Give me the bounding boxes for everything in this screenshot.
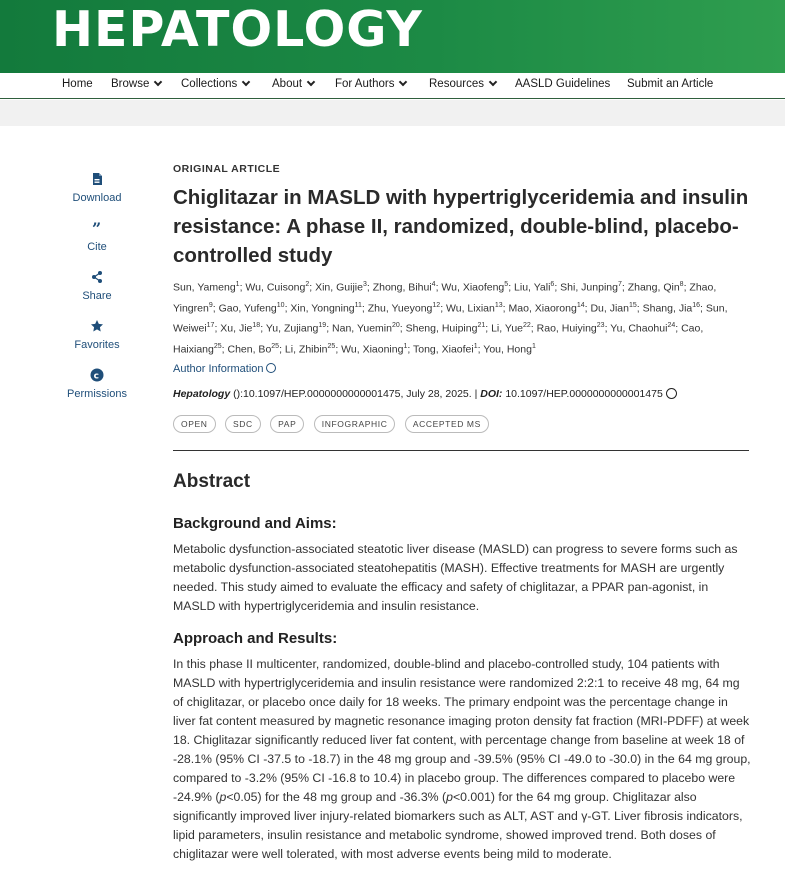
author-name[interactable]: Yu, Zujiang	[265, 322, 319, 335]
author-affiliation: 25	[327, 342, 336, 350]
author-affiliation: 15	[628, 301, 637, 309]
author-name[interactable]: Wu, Xiaofeng	[441, 281, 505, 294]
author-affiliation: 12	[432, 301, 441, 309]
star-icon	[90, 319, 104, 333]
cite-button[interactable]	[60, 221, 134, 253]
download-button[interactable]	[60, 172, 134, 204]
author-name[interactable]: Sun, Yameng	[173, 281, 236, 294]
approach-text	[173, 655, 753, 864]
background-heading: Background and Aims:	[173, 515, 337, 532]
chevron-down-icon	[489, 78, 497, 86]
author-affiliation: 22	[523, 322, 531, 329]
author-affiliation: 14	[576, 301, 585, 309]
badge-open: OPEN	[173, 415, 216, 433]
author-affiliation: 10	[276, 301, 285, 309]
nav-collections-label: Collections	[181, 78, 238, 90]
main-nav	[0, 73, 785, 99]
author-affiliation: 25	[213, 342, 222, 350]
author-name[interactable]: Gao, Yufeng	[218, 302, 277, 314]
doi-label: DOI:	[480, 388, 503, 400]
author-information-toggle[interactable]	[173, 362, 753, 375]
author-affiliation: 1	[403, 342, 408, 350]
badge-accepted-ms: ACCEPTED MS	[405, 415, 489, 433]
author-affiliation: 21	[477, 322, 486, 329]
author-list: Sun, Yameng$^1$; Wu, Cuisong$^2$; Xin, Guijie$^3$; Zhong, Bihui$^4$; Wu, Xiaofeng$^5$; Liu, Yali$^6$; Shi, Junping$^7$; Zhang, Qin$^8$; Zhao, Yingren$^9$; Gao, Yufeng$^{10}$; Xin, Yongning$^{11}$; Zhu, Yueyong$^{12}$; Wu, Lixian$^{13}$; Mao, Xiaorong$^{14}$; Du, Jian$^{15}$; Shang, Jia$^{16}$; Sun, Weiwei$^{17}$; Xu, Jie$^{18}$; Yu, Zujiang$^{19}$; Nan, Yuemin$^{20}$; Sheng, Huiping$^{21}$; Li, Yue$^{22}$; Rao, Huiying$^{23}$; Yu, Chaohui$^{24}$; Cao, Haixiang$^{25}$; Chen, Bo$^{25}$; Li, Zhibin$^{25}$; Wu, Xiaoning$^1$; Tong, Xiaofei$^1$; You, Hong$^1$	[173, 281, 728, 355]
author-name[interactable]: Zhu, Yueyong	[367, 302, 433, 314]
author-name[interactable]: Rao, Huiying	[536, 322, 597, 335]
author-affiliation: 4	[431, 281, 436, 288]
divider	[173, 450, 749, 451]
share-icon	[90, 270, 104, 284]
author-affiliation: 1	[235, 281, 240, 288]
badge-infographic: INFOGRAPHIC	[314, 415, 396, 433]
nav-aasld-guidelines[interactable]	[515, 78, 610, 90]
abstract-heading: Abstract	[173, 471, 251, 492]
article	[173, 163, 753, 864]
author-name[interactable]: Zhao, Yingren	[173, 281, 717, 314]
nav-for-authors-label: For Authors	[335, 78, 395, 90]
badge-row	[173, 414, 753, 434]
author-name[interactable]: Wu, Cuisong	[245, 281, 306, 294]
chevron-down-icon	[399, 78, 407, 86]
nav-resources[interactable]	[429, 78, 496, 90]
author-name[interactable]: Yu, Chaohui	[610, 322, 668, 335]
author-affiliation: 18	[252, 322, 261, 329]
open-access-icon	[666, 388, 677, 399]
pdf-icon	[90, 172, 104, 186]
author-name[interactable]: Du, Jian	[590, 302, 629, 314]
nav-for-authors[interactable]	[335, 78, 406, 90]
approach-text-part-1: In this phase II multicenter, randomized, double-blind and placebo-controlled study, 104 patients with MASLD with hypertriglyceridemia and insulin resistance were randomized 2:2:1 to receive 48 mg, 64 mg of chiglitazar, or placebo once daily for 18 weeks. The primary endpoint was the percentage change in liver fat content measured by magnetic resonance imaging proton density fat fraction (MRI-PDFF) at week 18. Chiglitazar significantly reduced liver fat content, with percentage change from baseline at week 18 of -28.1% (95% CI -37.5 to -18.7) in the 48 mg group and -39.5% (95% CI -49.0 to -30.0) in the 64 mg group, compared to -3.2% (95% CI -16.8 to 10.4) in placebo group. The differences compared to placebo were -24.9% (	[173, 657, 751, 804]
journal-logo[interactable]: HEPATOLOGY	[52, 1, 423, 58]
permissions-button[interactable]	[60, 368, 134, 400]
nav-about[interactable]	[272, 78, 314, 90]
author-affiliation: 6	[550, 281, 555, 288]
chevron-down-icon	[266, 363, 276, 373]
author-name[interactable]: Mao, Xiaorong	[508, 302, 577, 314]
author-affiliation: 20	[391, 322, 400, 329]
author-affiliation: 25	[271, 342, 280, 350]
nav-aasld-label: AASLD Guidelines	[515, 78, 611, 90]
author-affiliation: 19	[318, 322, 327, 329]
nav-resources-label: Resources	[429, 78, 484, 90]
author-name[interactable]: Li, Zhibin	[284, 343, 328, 355]
nav-submit-label: Submit an Article	[627, 78, 714, 90]
p-value-symbol: p	[219, 790, 227, 804]
chevron-down-icon	[242, 78, 250, 86]
author-name[interactable]: Xin, Yongning	[290, 302, 355, 314]
nav-home[interactable]	[62, 78, 93, 90]
share-button[interactable]	[60, 270, 134, 302]
svg-text:c: c	[93, 371, 99, 382]
author-affiliation: 9	[208, 301, 213, 309]
p-value-symbol: p	[446, 790, 453, 804]
citation-details: ():10.1097/HEP.0000000000001475, July 28, 2025. |	[230, 388, 481, 400]
author-affiliation: 17	[206, 322, 215, 329]
badge-sdc: SDC	[225, 415, 261, 433]
nav-submit-article[interactable]	[627, 78, 713, 90]
author-name[interactable]: Sun, Weiwei	[173, 302, 728, 335]
article-title: Chiglitazar in MASLD with hypertriglyceridemia and insulin resistance: A phase II, randomized, double-blind, placebo-controlled study	[173, 186, 749, 267]
chevron-down-icon	[307, 78, 315, 86]
author-affiliation: 24	[667, 322, 676, 329]
author-name[interactable]: Shang, Jia	[642, 302, 693, 314]
nav-browse-label: Browse	[111, 78, 150, 90]
author-name[interactable]: Liu, Yali	[514, 281, 551, 294]
author-affiliation: 5	[504, 281, 509, 288]
author-name[interactable]: Li, Yue	[491, 322, 523, 335]
author-name[interactable]: Wu, Xiaoning	[341, 343, 404, 355]
author-name[interactable]: Cao, Haixiang	[173, 322, 704, 355]
favorites-button[interactable]	[60, 319, 134, 351]
share-label: Share	[82, 290, 112, 302]
author-affiliation: 11	[354, 301, 362, 309]
author-affiliation: 3	[362, 281, 367, 288]
author-name[interactable]: Zhong, Bihui	[372, 281, 432, 294]
author-name[interactable]: Shi, Junping	[560, 281, 618, 294]
approach-heading: Approach and Results:	[173, 630, 338, 647]
article-type: ORIGINAL ARTICLE	[173, 163, 281, 175]
author-name[interactable]: Xin, Guijie	[315, 281, 363, 294]
cite-label: Cite	[87, 241, 107, 253]
author-name[interactable]: You, Hong	[483, 343, 532, 355]
author-name[interactable]: Zhang, Qin	[627, 281, 680, 294]
author-affiliation: 2	[305, 281, 310, 288]
author-information-label: Author Information	[173, 363, 264, 375]
approach-text-part-3: <0.001) for the 64 mg group. Chiglitazar also significantly improved liver injury-related biomarkers such as ALT, AST and γ-GT. Liver fibrosis indicators, lipid parameters, insulin resistance and metabolic syndrome, showed improved trend. Both doses of chiglitazar were well tolerated, with most adverse events being mild to moderate.	[173, 790, 743, 861]
badge-pap: PAP	[270, 415, 304, 433]
author-name[interactable]: Wu, Lixian	[446, 302, 495, 314]
nav-browse[interactable]	[111, 78, 161, 90]
citation-journal: Hepatology	[173, 388, 231, 400]
author-name[interactable]: Nan, Yuemin	[332, 322, 392, 335]
permissions-label: Permissions	[67, 388, 127, 400]
doi-link[interactable]: 10.1097/HEP.0000000000001475	[502, 388, 663, 400]
favorites-label: Favorites	[74, 339, 120, 351]
nav-home-label: Home	[62, 78, 93, 90]
author-affiliation: 16	[692, 301, 701, 309]
chevron-down-icon	[154, 78, 162, 86]
svg-text:”: ”	[92, 221, 102, 235]
author-affiliation: 1	[473, 342, 478, 350]
download-label: Download	[72, 192, 122, 204]
author-name[interactable]: Sheng, Huiping	[405, 322, 478, 335]
author-name[interactable]: Tong, Xiaofei	[413, 343, 474, 355]
background-text: Metabolic dysfunction-associated steatotic liver disease (MASLD) can progress to severe forms such as metabolic dysfunction-associated steatohepatitis (MASH). Effective treatments for MASH are urgently needed. This study aimed to evaluate the efficacy and safety of chiglitazar, a PPAR pan-agonist, in MASLD with hypertriglyceridemia and insulin resistance.	[173, 542, 738, 613]
journal-banner	[0, 0, 785, 73]
author-affiliation: 8	[679, 281, 684, 288]
nav-collections[interactable]	[181, 78, 249, 90]
sub-header-bar	[0, 100, 785, 126]
quote-icon	[90, 221, 104, 235]
author-affiliation: 23	[596, 322, 605, 329]
author-affiliation: 1	[531, 342, 536, 350]
author-name[interactable]: Xu, Jie	[220, 322, 253, 335]
author-affiliation: 7	[617, 281, 622, 288]
nav-about-label: About	[272, 78, 303, 90]
approach-text-part-2: <0.05) for the 48 mg group and -36.3% (	[226, 790, 447, 804]
citation-line	[173, 386, 753, 400]
copyright-icon	[90, 368, 104, 382]
author-name[interactable]: Chen, Bo	[227, 343, 272, 355]
author-affiliation: 13	[494, 301, 503, 309]
